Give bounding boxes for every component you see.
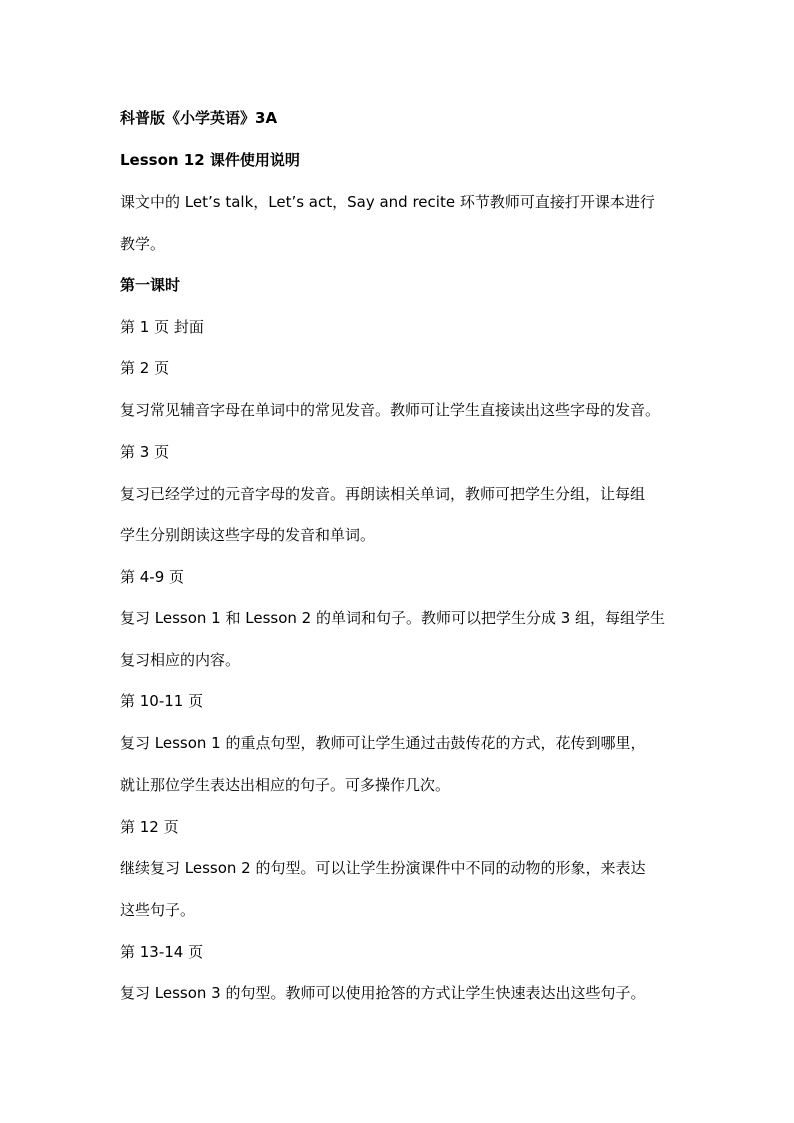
page-description-line: 复习 Lesson 1 和 Lesson 2 的单词和句子。教师可以把学生分成 3 组，每组学生: [120, 609, 666, 627]
document-title: 科普版《小学英语》3A: [120, 109, 278, 127]
intro-text-line: 教学。: [120, 235, 166, 253]
page-heading: 第 3 页: [120, 443, 170, 461]
page-heading: 第 12 页: [120, 818, 179, 836]
page-description-line: 学生分别朗读这些字母的发音和单词。: [120, 526, 376, 544]
section-heading: 第一课时: [120, 276, 181, 294]
intro-text-line: 课文中的 Let’s talk，Let’s act，Say and recite 环节教师可直接打开课本进行: [120, 193, 655, 211]
page-description-line: 复习常见辅音字母在单词中的常见发音。教师可让学生直接读出这些字母的发音。: [120, 401, 661, 419]
page-heading: 第 1 页 封面: [120, 318, 204, 336]
page-description-line: 复习相应的内容。: [120, 651, 241, 669]
page-description-line: 这些句子。: [120, 901, 196, 919]
page-description-line: 继续复习 Lesson 2 的句型。可以让学生扮演课件中不同的动物的形象，来表达: [120, 859, 646, 877]
page-description-line: 复习已经学过的元音字母的发音。再朗读相关单词，教师可把学生分组，让每组: [120, 485, 646, 503]
page-description-line: 复习 Lesson 1 的重点句型，教师可让学生通过击鼓传花的方式，花传到哪里，: [120, 734, 646, 752]
page-description-line: 就让那位学生表达出相应的句子。可多操作几次。: [120, 776, 451, 794]
page-heading: 第 4-9 页: [120, 568, 185, 586]
document-subtitle: Lesson 12 课件使用说明: [120, 151, 300, 169]
page-heading: 第 10-11 页: [120, 692, 204, 710]
page-description-line: 复习 Lesson 3 的句型。教师可以使用抢答的方式让学生快速表达出这些句子。: [120, 984, 646, 1002]
page-heading: 第 13-14 页: [120, 943, 204, 961]
page-heading: 第 2 页: [120, 359, 170, 377]
